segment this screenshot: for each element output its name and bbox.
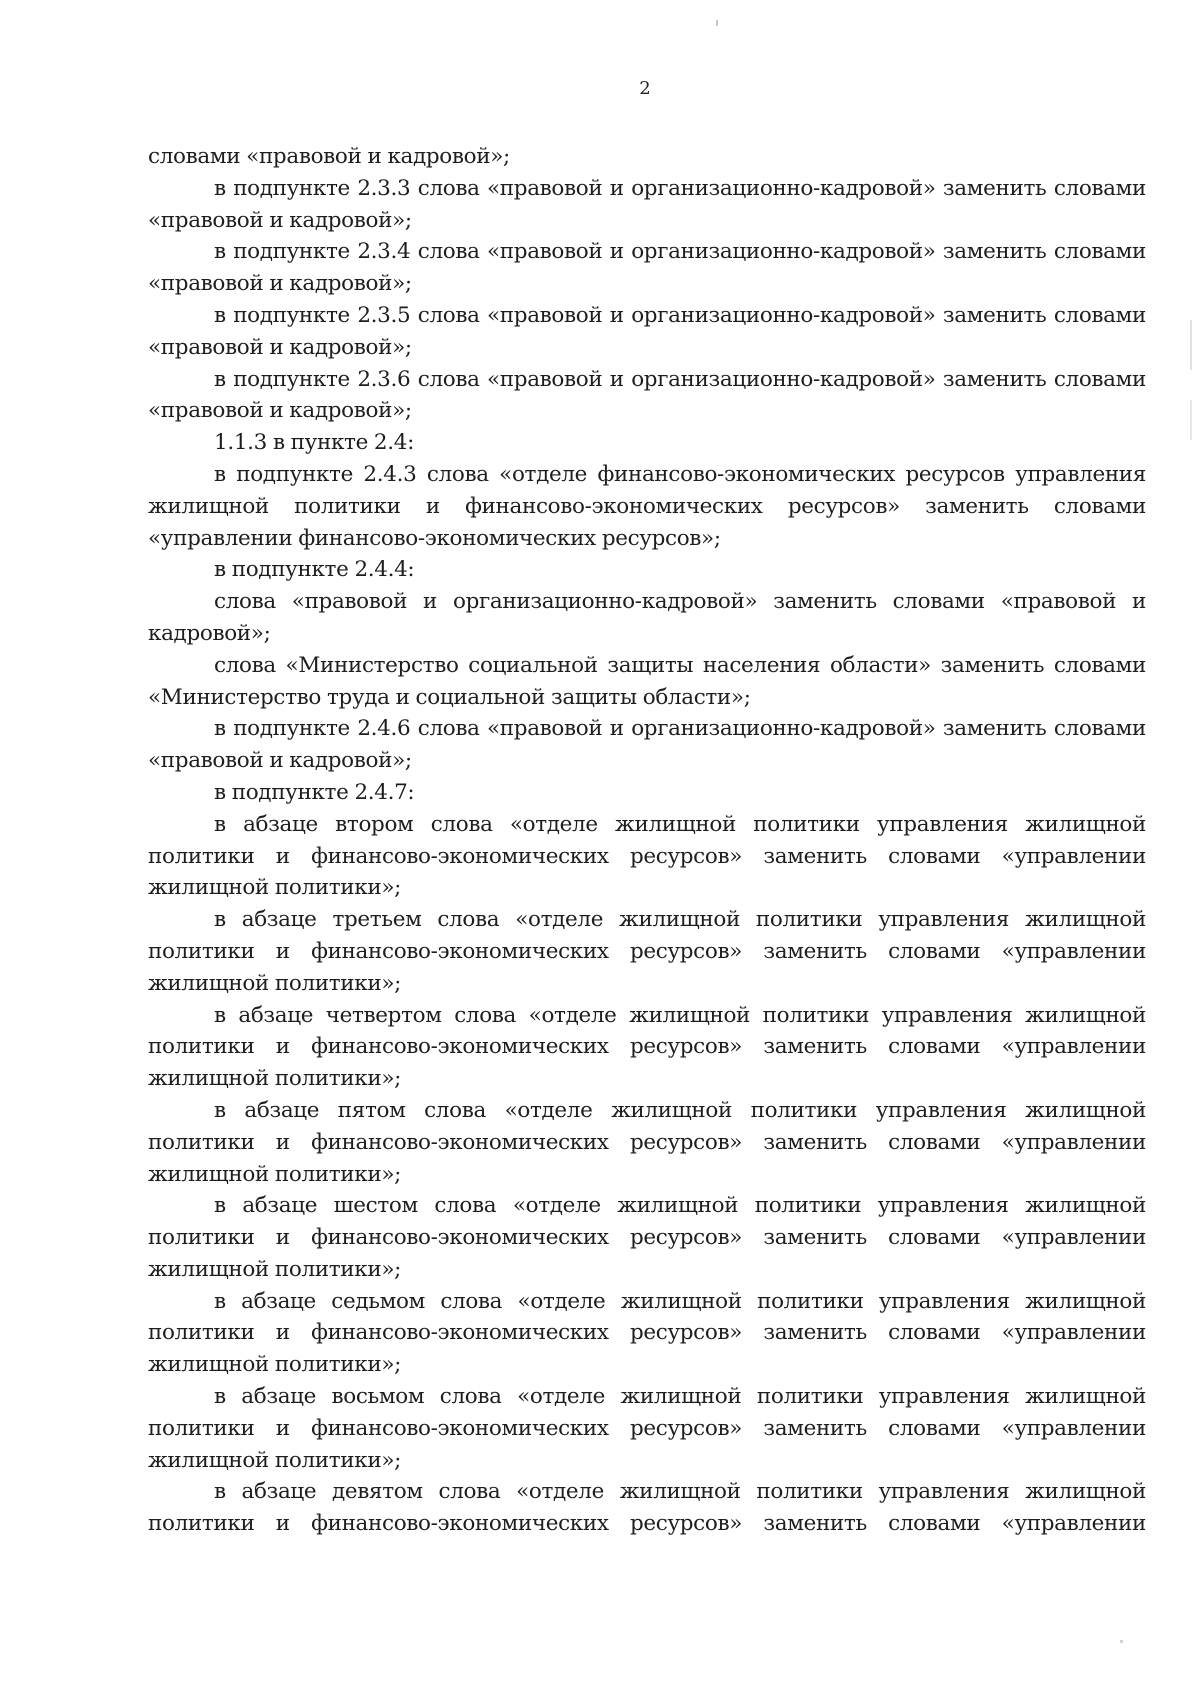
scan-speck bbox=[1190, 320, 1192, 370]
paragraph: в подпункте 2.3.5 слова «правовой и организационно-кадровой» заменить словами «правовой и кадровой»; bbox=[148, 302, 1146, 360]
scan-speck bbox=[1190, 400, 1192, 440]
paragraph: в абзаце втором слова «отделе жилищной политики управления жилищной политики и финансово-экономических ресурсов» заменить словами «управлении жилищной политики»; bbox=[148, 811, 1146, 901]
paragraph: в подпункте 2.4.4: bbox=[214, 557, 415, 583]
document-body bbox=[148, 141, 1146, 1540]
paragraph-continuation: словами «правовой и кадровой»; bbox=[148, 144, 510, 169]
paragraph: в абзаце восьмом слова «отделе жилищной политики управления жилищной политики и финансово-экономических ресурсов» заменить словами «управлении жилищной политики»; bbox=[148, 1384, 1146, 1473]
paragraph: в абзаце третьем слова «отделе жилищной политики управления жилищной политики и финансово-экономических ресурсов» заменить словами «управлении жилищной политики»; bbox=[148, 907, 1146, 996]
paragraph-continues: в абзаце девятом слова «отделе жилищной политики управления жилищной политики и финансово-экономических ресурсов» заменить словами «управлении bbox=[148, 1479, 1146, 1537]
paragraph: в подпункте 2.3.6 слова «правовой и организационно-кадровой» заменить словами «правовой и кадровой»; bbox=[148, 366, 1146, 424]
paragraph: в абзаце шестом слова «отделе жилищной политики управления жилищной политики и финансово-экономических ресурсов» заменить словами «управлении жилищной политики»; bbox=[148, 1193, 1146, 1282]
paragraph: в подпункте 2.4.3 слова «отделе финансово-экономических ресурсов управления жилищной политики и финансово-экономических ресурсов» заменить словами «управлении финансово-экономических ресурсов»; bbox=[148, 461, 1146, 551]
paragraph: в подпункте 2.3.3 слова «правовой и организационно-кадровой» заменить словами «правовой и кадровой»; bbox=[148, 175, 1146, 233]
page-number: 2 bbox=[639, 78, 651, 99]
paragraph: 1.1.3 в пункте 2.4: bbox=[214, 430, 414, 456]
paragraph: в подпункте 2.3.4 слова «правовой и организационно-кадровой» заменить словами «правовой и кадровой»; bbox=[148, 239, 1146, 297]
paragraph: в подпункте 2.4.6 слова «правовой и организационно-кадровой» заменить словами «правовой и кадровой»; bbox=[148, 716, 1146, 774]
paragraph: слова «Министерство социальной защиты населения области» заменить словами «Министерство труда и социальной защиты области»; bbox=[148, 652, 1146, 710]
paragraph: слова «правовой и организационно-кадровой» заменить словами «правовой и кадровой»; bbox=[148, 589, 1146, 646]
scan-speck bbox=[716, 20, 718, 26]
paragraph: в абзаце четвертом слова «отделе жилищной политики управления жилищной политики и финансово-экономических ресурсов» заменить словами «управлении жилищной политики»; bbox=[148, 1002, 1146, 1092]
paragraph: в абзаце пятом слова «отделе жилищной политики управления жилищной политики и финансово-экономических ресурсов» заменить словами «управлении жилищной политики»; bbox=[148, 1097, 1146, 1187]
scan-speck bbox=[1120, 1640, 1123, 1643]
paragraph: в подпункте 2.4.7: bbox=[214, 779, 415, 805]
paragraph: в абзаце седьмом слова «отделе жилищной политики управления жилищной политики и финансово-экономических ресурсов» заменить словами «управлении жилищной политики»; bbox=[148, 1288, 1146, 1378]
